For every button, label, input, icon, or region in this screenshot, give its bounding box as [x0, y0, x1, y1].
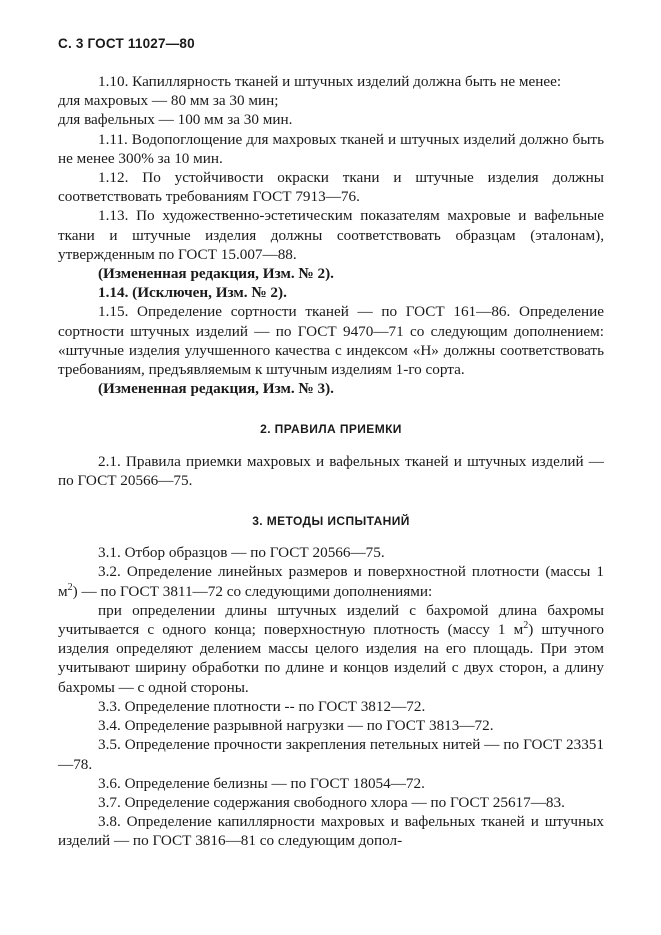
clause-1-15: 1.15. Определение сортности тканей — по ГОСТ 161—86. Определение сортности штучных изделий — по ГОСТ 9470—71 со следующим дополнением: «штучные изделия улучшенного качества с индексом «Н» должны соответствовать требованиям, предъявляемым к штучным изделиям 1-го сорта.	[58, 303, 604, 379]
clause-1-10-waffle: для вафельных — 100 мм за 30 мин.	[58, 111, 293, 129]
clause-3-2-supplement: при определении длины штучных изделий с бахромой длина бахромы учитывается с одного конца; поверхностную плотность (массу 1 $м^2$) штучного изделия определяют делением массы целого изделия на его площадь. При этом учитывают ширину обработки по длине и концов изделий с двух сторон, а длину бахромы — с одной стороны.	[58, 601, 605, 696]
clause-1-13: 1.13. По художественно-эстетическим показателям махровые и вафельные ткани и штучные изделия должны соответствовать образцам (эталонам), утвержденным по ГОСТ 15.007—88.	[58, 207, 604, 263]
amendment-note-3: (Измененная редакция, Изм. № 3).	[98, 380, 334, 398]
clause-1-11: 1.11. Водопоглощение для махровых тканей и штучных изделий должно быть не менее 300% за 10 мин.	[58, 130, 604, 167]
section-heading-test-methods: 3. МЕТОДЫ ИСПЫТАНИЙ	[252, 514, 410, 529]
clause-3-4: 3.4. Определение разрывной нагрузки — по ГОСТ 3813—72.	[98, 717, 494, 735]
document-body	[58, 72, 604, 851]
amendment-note-2: (Измененная редакция, Изм. № 2).	[98, 265, 334, 283]
clause-3-8: 3.8. Определение капиллярности махровых и вафельных тканей и штучных изделий — по ГОСТ 3816—81 со следующим допол-	[58, 813, 604, 850]
clause-3-7: 3.7. Определение содержания свободного хлора — по ГОСТ 25617—83.	[98, 793, 565, 811]
section-heading-acceptance: 2. ПРАВИЛА ПРИЕМКИ	[260, 422, 402, 437]
clause-1-10-terry: для махровых — 80 мм за 30 мин;	[58, 92, 279, 110]
clause-1-14: 1.14. (Исключен, Изм. № 2).	[98, 284, 287, 302]
clause-3-5: 3.5. Определение прочности закрепления петельных нитей — по ГОСТ 23351—78.	[58, 736, 604, 773]
clause-3-6: 3.6. Определение белизны — по ГОСТ 18054—72.	[98, 774, 425, 792]
clause-1-12: 1.12. По устойчивости окраски ткани и штучные изделия должны соответствовать требованиям ГОСТ 7913—76.	[58, 169, 604, 206]
clause-3-2: 3.2. Определение линейных размеров и поверхностной плотности (массы 1 $м^2$) — по ГОСТ 3811—72 со следующими дополнениями:	[58, 563, 604, 600]
clause-3-3: 3.3. Определение плотности -- по ГОСТ 3812—72.	[98, 697, 426, 715]
clause-3-1: 3.1. Отбор образцов — по ГОСТ 20566—75.	[98, 544, 385, 562]
clause-1-10: 1.10. Капиллярность тканей и штучных изделий должна быть не менее:	[98, 73, 562, 90]
page-header: С. 3 ГОСТ 11027—80	[58, 36, 195, 51]
clause-2-1: 2.1. Правила приемки махровых и вафельных тканей и штучных изделий — по ГОСТ 20566—75.	[58, 452, 604, 489]
